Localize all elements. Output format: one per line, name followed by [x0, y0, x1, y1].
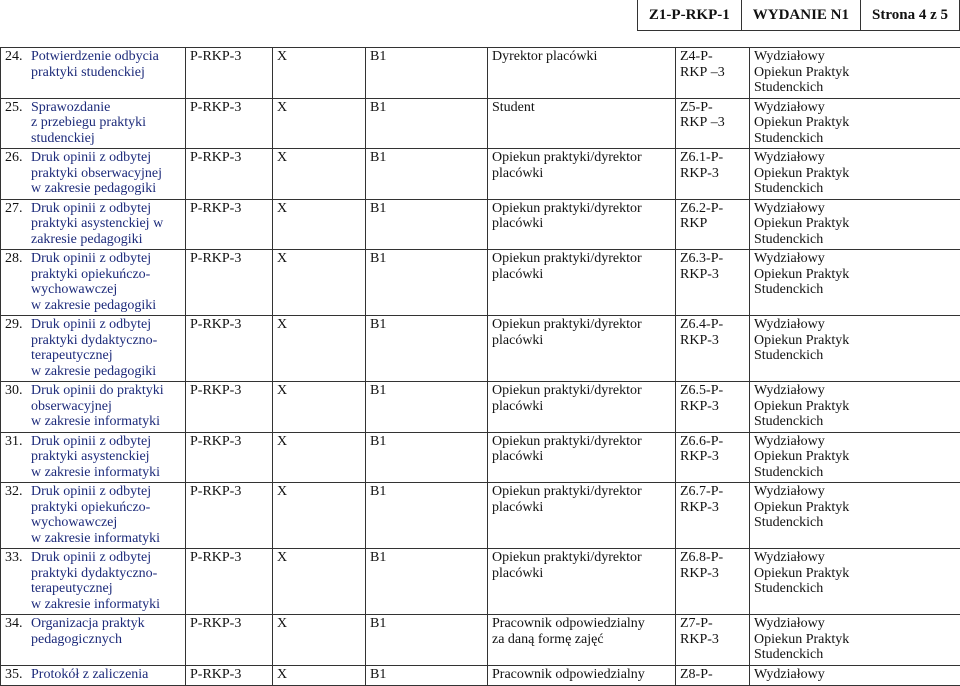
form-code-cell — [676, 48, 750, 99]
form-code-cell — [676, 665, 750, 685]
responsible-line: Opiekun praktyki/dyrektor — [492, 383, 671, 399]
record-name-cell — [1, 316, 186, 382]
procedure-code-cell: P-RKP-3 — [186, 250, 273, 316]
form-code-line: RKP-3 — [680, 449, 745, 465]
responsible-line: Opiekun praktyki/dyrektor — [492, 317, 671, 333]
record-name-line: pedagogicznych — [5, 632, 181, 648]
keeper-line: Wydziałowy — [754, 100, 957, 116]
record-name-line: w zakresie pedagogiki — [5, 181, 181, 197]
record-name-line: Druk opinii z odbytej — [31, 434, 151, 449]
keeper-line: Opiekun Praktyk — [754, 449, 957, 465]
row-number: 28. — [5, 251, 31, 267]
mark-cell: X — [273, 199, 366, 250]
record-name-line: z przebiegu praktyki — [5, 115, 181, 131]
keeper-cell — [750, 615, 960, 666]
record-name-cell — [1, 549, 186, 615]
keeper-line: Studenckich — [754, 348, 957, 364]
mark-cell: X — [273, 432, 366, 483]
responsible-line: placówki — [492, 216, 671, 232]
form-code-line: Z5-P- — [680, 100, 745, 116]
record-name-line: Druk opinii z odbytej — [31, 484, 151, 499]
responsible-cell — [488, 199, 676, 250]
responsible-line: placówki — [492, 449, 671, 465]
responsible-cell — [488, 615, 676, 666]
keeper-line: Opiekun Praktyk — [754, 566, 957, 582]
form-code-line: Z6.5-P- — [680, 383, 745, 399]
responsible-line: Opiekun praktyki/dyrektor — [492, 150, 671, 166]
record-name-line: w zakresie informatyki — [5, 414, 181, 430]
category-cell: B1 — [366, 483, 488, 549]
record-name-line: praktyki asystenckiej w — [5, 216, 181, 232]
form-code-line: RKP-3 — [680, 267, 745, 283]
table-row — [1, 48, 960, 99]
form-code-line: RKP –3 — [680, 65, 745, 81]
form-code-line: RKP-3 — [680, 632, 745, 648]
keeper-line: Wydziałowy — [754, 383, 957, 399]
form-code-cell — [676, 432, 750, 483]
form-code-cell — [676, 549, 750, 615]
responsible-cell — [488, 483, 676, 549]
keeper-cell — [750, 98, 960, 149]
page-number: Strona 4 z 5 — [861, 0, 960, 30]
procedure-code-cell: P-RKP-3 — [186, 665, 273, 685]
table-row — [1, 665, 960, 685]
keeper-cell — [750, 250, 960, 316]
form-code-cell — [676, 199, 750, 250]
record-name-line: Protokół z zaliczenia — [31, 667, 148, 682]
category-cell: B1 — [366, 615, 488, 666]
record-name-line: terapeutycznej — [5, 348, 181, 364]
mark-cell: X — [273, 149, 366, 200]
keeper-line: Wydziałowy — [754, 317, 957, 333]
form-code-cell — [676, 615, 750, 666]
keeper-line: Studenckich — [754, 581, 957, 597]
keeper-cell — [750, 483, 960, 549]
record-name-line: praktyki asystenckiej — [5, 449, 181, 465]
form-code-cell — [676, 250, 750, 316]
record-name-cell — [1, 48, 186, 99]
responsible-cell — [488, 149, 676, 200]
keeper-cell — [750, 382, 960, 433]
form-code-cell — [676, 316, 750, 382]
table-row — [1, 250, 960, 316]
procedure-code-cell: P-RKP-3 — [186, 432, 273, 483]
form-code-line: RKP –3 — [680, 115, 745, 131]
record-name-line: w zakresie pedagogiki — [5, 298, 181, 314]
record-name-line: praktyki studenckiej — [5, 65, 181, 81]
form-code-line: Z7-P- — [680, 616, 745, 632]
mark-cell: X — [273, 615, 366, 666]
responsible-line: Opiekun praktyki/dyrektor — [492, 434, 671, 450]
category-cell: B1 — [366, 98, 488, 149]
record-name-line: zakresie pedagogiki — [5, 232, 181, 248]
form-code-line: Z6.6-P- — [680, 434, 745, 450]
keeper-line: Studenckich — [754, 181, 957, 197]
responsible-cell — [488, 382, 676, 433]
responsible-line: placówki — [492, 267, 671, 283]
table-row — [1, 98, 960, 149]
row-number: 31. — [5, 434, 31, 450]
record-name-line: Druk opinii z odbytej — [31, 251, 151, 266]
responsible-cell — [488, 432, 676, 483]
category-cell: B1 — [366, 665, 488, 685]
procedure-code-cell: P-RKP-3 — [186, 149, 273, 200]
category-cell: B1 — [366, 549, 488, 615]
row-number: 32. — [5, 484, 31, 500]
responsible-line: Opiekun praktyki/dyrektor — [492, 251, 671, 267]
keeper-line: Studenckich — [754, 80, 957, 96]
record-name-line: praktyki dydaktyczno- — [5, 566, 181, 582]
mark-cell: X — [273, 665, 366, 685]
category-cell: B1 — [366, 48, 488, 99]
responsible-cell — [488, 98, 676, 149]
row-number: 25. — [5, 100, 31, 116]
keeper-line: Studenckich — [754, 465, 957, 481]
form-code-line: Z6.2-P- — [680, 201, 745, 217]
form-code-cell — [676, 149, 750, 200]
procedure-code-cell: P-RKP-3 — [186, 199, 273, 250]
row-number: 27. — [5, 201, 31, 217]
mark-cell: X — [273, 316, 366, 382]
keeper-line: Studenckich — [754, 647, 957, 663]
responsible-line: placówki — [492, 399, 671, 415]
record-name-line: wychowawczej — [5, 515, 181, 531]
record-name-line: Druk opinii z odbytej — [31, 550, 151, 565]
keeper-line: Studenckich — [754, 515, 957, 531]
record-name-line: obserwacyjnej — [5, 399, 181, 415]
record-name-cell — [1, 250, 186, 316]
record-name-cell — [1, 98, 186, 149]
record-name-cell — [1, 615, 186, 666]
responsible-line: Pracownik odpowiedzialny — [492, 667, 671, 683]
form-code-line: Z6.4-P- — [680, 317, 745, 333]
category-cell: B1 — [366, 316, 488, 382]
keeper-line: Opiekun Praktyk — [754, 267, 957, 283]
keeper-line: Wydziałowy — [754, 484, 957, 500]
row-number: 24. — [5, 49, 31, 65]
form-code-line: Z8-P- — [680, 667, 745, 683]
responsible-cell — [488, 549, 676, 615]
responsible-line: Opiekun praktyki/dyrektor — [492, 550, 671, 566]
mark-cell: X — [273, 48, 366, 99]
record-name-line: terapeutycznej — [5, 581, 181, 597]
form-code-line: Z6.8-P- — [680, 550, 745, 566]
table-row — [1, 432, 960, 483]
procedure-code-cell: P-RKP-3 — [186, 98, 273, 149]
keeper-line: Studenckich — [754, 131, 957, 147]
responsible-cell — [488, 316, 676, 382]
responsible-line: Student — [492, 100, 671, 116]
table-row — [1, 483, 960, 549]
responsible-line: Opiekun praktyki/dyrektor — [492, 484, 671, 500]
responsible-line: Dyrektor placówki — [492, 49, 671, 65]
page-header — [637, 0, 960, 31]
keeper-line: Wydziałowy — [754, 251, 957, 267]
record-name-line: studenckiej — [5, 131, 181, 147]
record-name-line: w zakresie informatyki — [5, 597, 181, 613]
category-cell: B1 — [366, 250, 488, 316]
record-name-cell — [1, 382, 186, 433]
keeper-cell — [750, 316, 960, 382]
responsible-line: za daną formę zajęć — [492, 632, 671, 648]
keeper-line: Wydziałowy — [754, 434, 957, 450]
keeper-line: Opiekun Praktyk — [754, 166, 957, 182]
table-row — [1, 149, 960, 200]
document-id: Z1-P-RKP-1 — [638, 0, 742, 30]
row-number: 33. — [5, 550, 31, 566]
record-name-line: Potwierdzenie odbycia — [31, 49, 159, 64]
form-code-line: RKP-3 — [680, 166, 745, 182]
form-code-line: RKP-3 — [680, 399, 745, 415]
record-name-line: praktyki opiekuńczo- — [5, 500, 181, 516]
responsible-cell — [488, 48, 676, 99]
record-name-line: Druk opinii z odbytej — [31, 150, 151, 165]
keeper-cell — [750, 665, 960, 685]
record-name-line: Druk opinii z odbytej — [31, 317, 151, 332]
record-name-cell — [1, 665, 186, 685]
table-row — [1, 615, 960, 666]
record-name-line: wychowawczej — [5, 282, 181, 298]
table-row — [1, 199, 960, 250]
responsible-line: placówki — [492, 333, 671, 349]
keeper-line: Studenckich — [754, 232, 957, 248]
keeper-line: Wydziałowy — [754, 616, 957, 632]
row-number: 30. — [5, 383, 31, 399]
mark-cell: X — [273, 483, 366, 549]
keeper-cell — [750, 199, 960, 250]
record-name-cell — [1, 483, 186, 549]
procedure-code-cell: P-RKP-3 — [186, 382, 273, 433]
keeper-line: Opiekun Praktyk — [754, 500, 957, 516]
record-name-line: Sprawozdanie — [31, 100, 110, 115]
record-name-line: Druk opinii z odbytej — [31, 201, 151, 216]
responsible-cell — [488, 665, 676, 685]
responsible-line: Pracownik odpowiedzialny — [492, 616, 671, 632]
record-name-cell — [1, 432, 186, 483]
record-name-line: w zakresie informatyki — [5, 531, 181, 547]
record-name-line: praktyki obserwacyjnej — [5, 166, 181, 182]
mark-cell: X — [273, 382, 366, 433]
record-name-line: w zakresie pedagogiki — [5, 364, 181, 380]
procedure-code-cell: P-RKP-3 — [186, 48, 273, 99]
category-cell: B1 — [366, 149, 488, 200]
keeper-line: Wydziałowy — [754, 49, 957, 65]
keeper-line: Studenckich — [754, 282, 957, 298]
form-code-line: RKP-3 — [680, 566, 745, 582]
keeper-cell — [750, 48, 960, 99]
keeper-line: Wydziałowy — [754, 201, 957, 217]
keeper-line: Opiekun Praktyk — [754, 216, 957, 232]
keeper-cell — [750, 432, 960, 483]
form-code-line: Z6.7-P- — [680, 484, 745, 500]
table-row — [1, 316, 960, 382]
keeper-line: Opiekun Praktyk — [754, 65, 957, 81]
category-cell: B1 — [366, 199, 488, 250]
record-name-cell — [1, 149, 186, 200]
row-number: 26. — [5, 150, 31, 166]
mark-cell: X — [273, 98, 366, 149]
procedure-code-cell: P-RKP-3 — [186, 549, 273, 615]
record-name-line: Organizacja praktyk — [31, 616, 145, 631]
record-name-line: praktyki opiekuńczo- — [5, 267, 181, 283]
keeper-cell — [750, 549, 960, 615]
form-code-line: RKP — [680, 216, 745, 232]
responsible-line: Opiekun praktyki/dyrektor — [492, 201, 671, 217]
keeper-line: Opiekun Praktyk — [754, 399, 957, 415]
row-number: 34. — [5, 616, 31, 632]
edition-label: WYDANIE N1 — [742, 0, 861, 30]
table-row — [1, 382, 960, 433]
mark-cell: X — [273, 549, 366, 615]
form-code-cell — [676, 382, 750, 433]
keeper-line: Wydziałowy — [754, 550, 957, 566]
category-cell: B1 — [366, 432, 488, 483]
row-number: 29. — [5, 317, 31, 333]
table-row — [1, 549, 960, 615]
keeper-line: Wydziałowy — [754, 667, 957, 683]
responsible-cell — [488, 250, 676, 316]
responsible-line: placówki — [492, 500, 671, 516]
form-code-cell — [676, 483, 750, 549]
form-code-line: RKP-3 — [680, 333, 745, 349]
records-table — [0, 47, 960, 686]
keeper-line: Opiekun Praktyk — [754, 632, 957, 648]
responsible-line: placówki — [492, 166, 671, 182]
form-code-line: Z4-P- — [680, 49, 745, 65]
keeper-line: Opiekun Praktyk — [754, 115, 957, 131]
record-name-line: w zakresie informatyki — [5, 465, 181, 481]
form-code-line: Z6.3-P- — [680, 251, 745, 267]
form-code-line: Z6.1-P- — [680, 150, 745, 166]
form-code-line: RKP-3 — [680, 500, 745, 516]
mark-cell: X — [273, 250, 366, 316]
procedure-code-cell: P-RKP-3 — [186, 316, 273, 382]
procedure-code-cell: P-RKP-3 — [186, 615, 273, 666]
category-cell: B1 — [366, 382, 488, 433]
keeper-line: Studenckich — [754, 414, 957, 430]
record-name-line: Druk opinii do praktyki — [31, 383, 164, 398]
record-name-cell — [1, 199, 186, 250]
form-code-cell — [676, 98, 750, 149]
keeper-cell — [750, 149, 960, 200]
procedure-code-cell: P-RKP-3 — [186, 483, 273, 549]
keeper-line: Wydziałowy — [754, 150, 957, 166]
record-name-line: praktyki dydaktyczno- — [5, 333, 181, 349]
responsible-line: placówki — [492, 566, 671, 582]
keeper-line: Opiekun Praktyk — [754, 333, 957, 349]
row-number: 35. — [5, 667, 31, 683]
